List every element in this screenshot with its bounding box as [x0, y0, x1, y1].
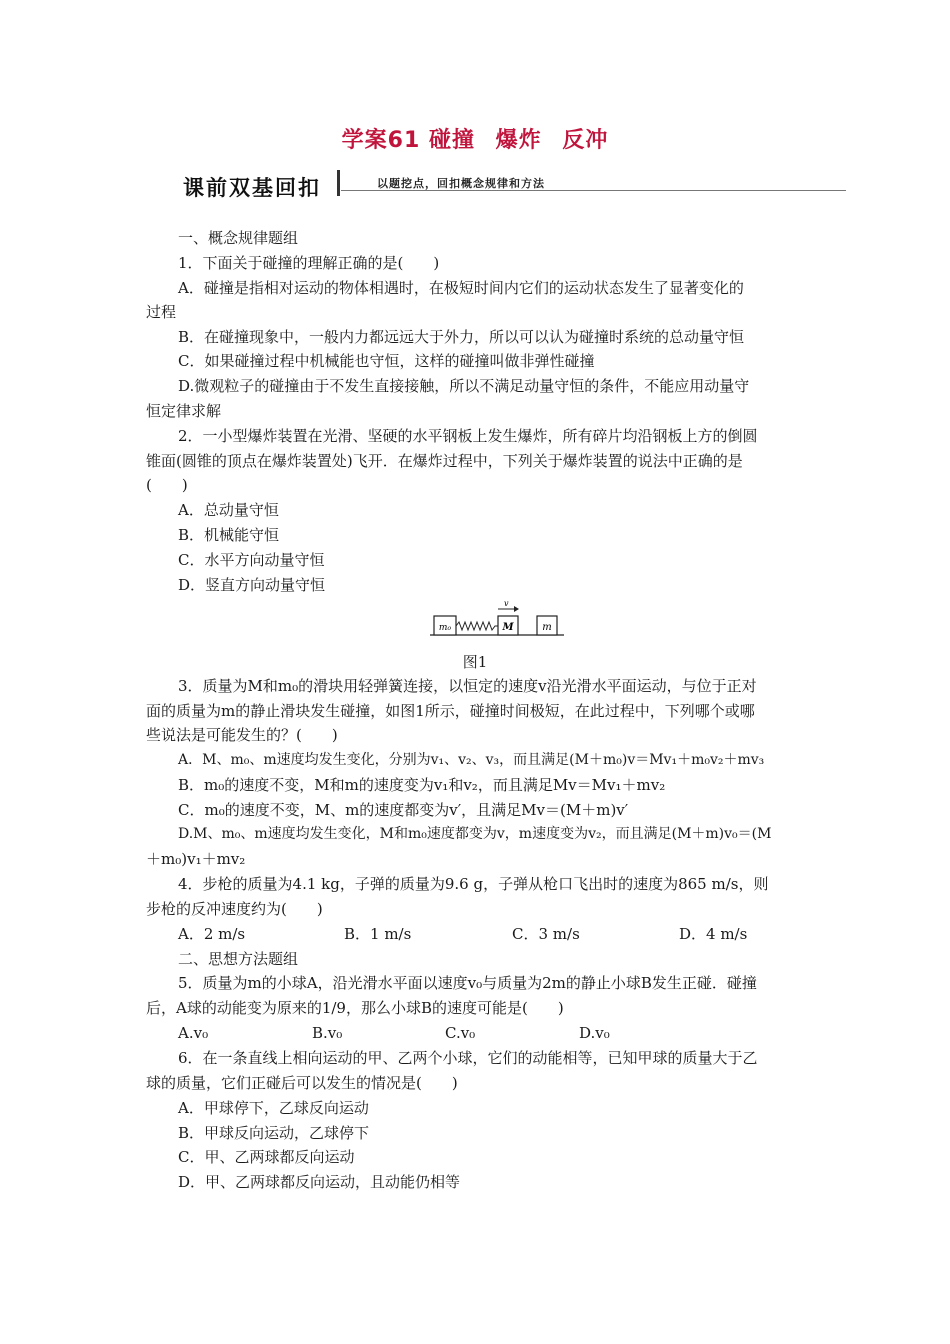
question-3-stem-cont-2: 些说法是可能发生的？( ): [146, 726, 338, 744]
title-part-2: 爆炸: [495, 128, 542, 153]
figure-1-caption: 图1: [462, 653, 488, 671]
question-5-stem: 5．质量为m的小球A，沿光滑水平面以速度v₀与质量为2m的静止小球B发生正碰．碰撞: [178, 974, 757, 992]
q6-option-b: B．甲球反向运动，乙球停下: [178, 1124, 370, 1142]
q1-option-a: A．碰撞是指相对运动的物体相遇时，在极短时间内它们的运动状态发生了显著变化的: [178, 279, 744, 297]
q5-option-b: B.v₀: [312, 1024, 343, 1042]
q4-option-a: A．2 m/s: [178, 925, 246, 943]
question-5-stem-cont: 后，A球的动能变为原来的1/9，那么小球B的速度可能是( ): [146, 999, 564, 1017]
title-part-1: 学案61 碰撞: [341, 128, 475, 153]
q5-option-d: D.v₀: [579, 1024, 610, 1042]
question-6-stem: 6．在一条直线上相向运动的甲、乙两个小球，它们的动能相等，已知甲球的质量大于乙: [178, 1049, 758, 1067]
q3-option-a: A．M、m₀、m速度均发生变化，分别为v₁、v₂、v₃，而且满足(M＋m₀)v＝Mv₁＋m₀v₂＋mv₃: [178, 752, 765, 768]
question-4-stem-cont: 步枪的反冲速度约为( ): [146, 900, 323, 918]
section-banner: [183, 170, 846, 200]
figure-1-diagram: [430, 600, 564, 640]
q1-option-d-cont: 恒定律求解: [146, 402, 222, 420]
q6-option-a: A．甲球停下，乙球反向运动: [178, 1099, 369, 1117]
q1-option-b: B．在碰撞现象中，一般内力都远远大于外力，所以可以认为碰撞时系统的总动量守恒: [178, 328, 745, 346]
velocity-label: v: [504, 600, 509, 608]
q6-option-c: C．甲、乙两球都反向运动: [178, 1148, 355, 1166]
block-M-label: M: [502, 622, 514, 633]
banner-subtitle: 以题挖点，回扣概念规律和方法: [377, 177, 545, 190]
q1-option-a-cont: 过程: [146, 303, 177, 321]
q1-option-c: C．如果碰撞过程中机械能也守恒，这样的碰撞叫做非弹性碰撞: [178, 352, 595, 370]
velocity-arrowhead: [514, 606, 519, 612]
q3-option-d-cont: ＋m₀)v₁＋mv₂: [146, 850, 246, 868]
spring: [456, 622, 498, 630]
question-6-stem-cont: 球的质量，它们正碰后可以发生的情况是( ): [146, 1074, 458, 1092]
banner-label: 课前双基回扣: [183, 176, 321, 200]
q6-option-d: D．甲、乙两球都反向运动，且动能仍相等: [178, 1173, 461, 1191]
q3-option-b: B．m₀的速度不变，M和m的速度变为v₁和v₂，而且满足Mv＝Mv₁＋mv₂: [178, 776, 666, 794]
q4-option-b: B．1 m/s: [344, 925, 412, 943]
block-m-label: m: [542, 622, 552, 633]
block-m0-label: m₀: [438, 623, 452, 633]
title-part-3: 反冲: [562, 128, 609, 153]
section-heading-2: 二、思想方法题组: [178, 950, 299, 968]
q2-option-a: A．总动量守恒: [178, 501, 279, 519]
question-1-stem: 1．下面关于碰撞的理解正确的是( ): [178, 254, 440, 272]
q5-option-a: A.v₀: [178, 1024, 209, 1042]
q5-option-c: C.v₀: [445, 1024, 476, 1042]
q2-option-b: B．机械能守恒: [178, 526, 280, 544]
page-title: [0, 123, 950, 154]
q1-option-d: D.微观粒子的碰撞由于不发生直接接触，所以不满足动量守恒的条件，不能应用动量守: [178, 377, 750, 395]
q4-option-c: C．3 m/s: [512, 925, 580, 943]
question-2-stem: 2．一小型爆炸装置在光滑、坚硬的水平钢板上发生爆炸，所有碎片均沿钢板上方的倒圆: [178, 427, 758, 445]
banner-divider: [337, 170, 340, 196]
q2-option-d: D．竖直方向动量守恒: [178, 576, 326, 594]
q4-option-d: D．4 m/s: [679, 925, 748, 943]
question-4-stem: 4．步枪的质量为4.1 kg，子弹的质量为9.6 g，子弹从枪口飞出时的速度为865 m/s，则: [178, 875, 769, 893]
banner-rule: [341, 190, 846, 191]
question-3-stem: 3．质量为M和m₀的滑块用轻弹簧连接，以恒定的速度v沿光滑水平面运动，与位于正对: [178, 677, 757, 695]
question-2-blank: ( ): [146, 476, 188, 494]
q3-option-d: D.M、m₀、m速度均发生变化，M和m₀速度都变为v，m速度变为v₂，而且满足(M＋m)v₀＝(M: [178, 826, 772, 842]
section-heading-1: 一、概念规律题组: [178, 229, 299, 247]
question-3-stem-cont-1: 面的质量为m的静止滑块发生碰撞，如图1所示，碰撞时间极短，在此过程中，下列哪个或哪: [146, 702, 755, 720]
q2-option-c: C．水平方向动量守恒: [178, 551, 325, 569]
question-2-stem-cont: 锥面(圆锥的顶点在爆炸装置处)飞开．在爆炸过程中，下列关于爆炸装置的说法中正确的是: [146, 452, 743, 470]
q3-option-c: C．m₀的速度不变，M、m的速度都变为v′，且满足Mv＝(M＋m)v′: [178, 801, 629, 819]
